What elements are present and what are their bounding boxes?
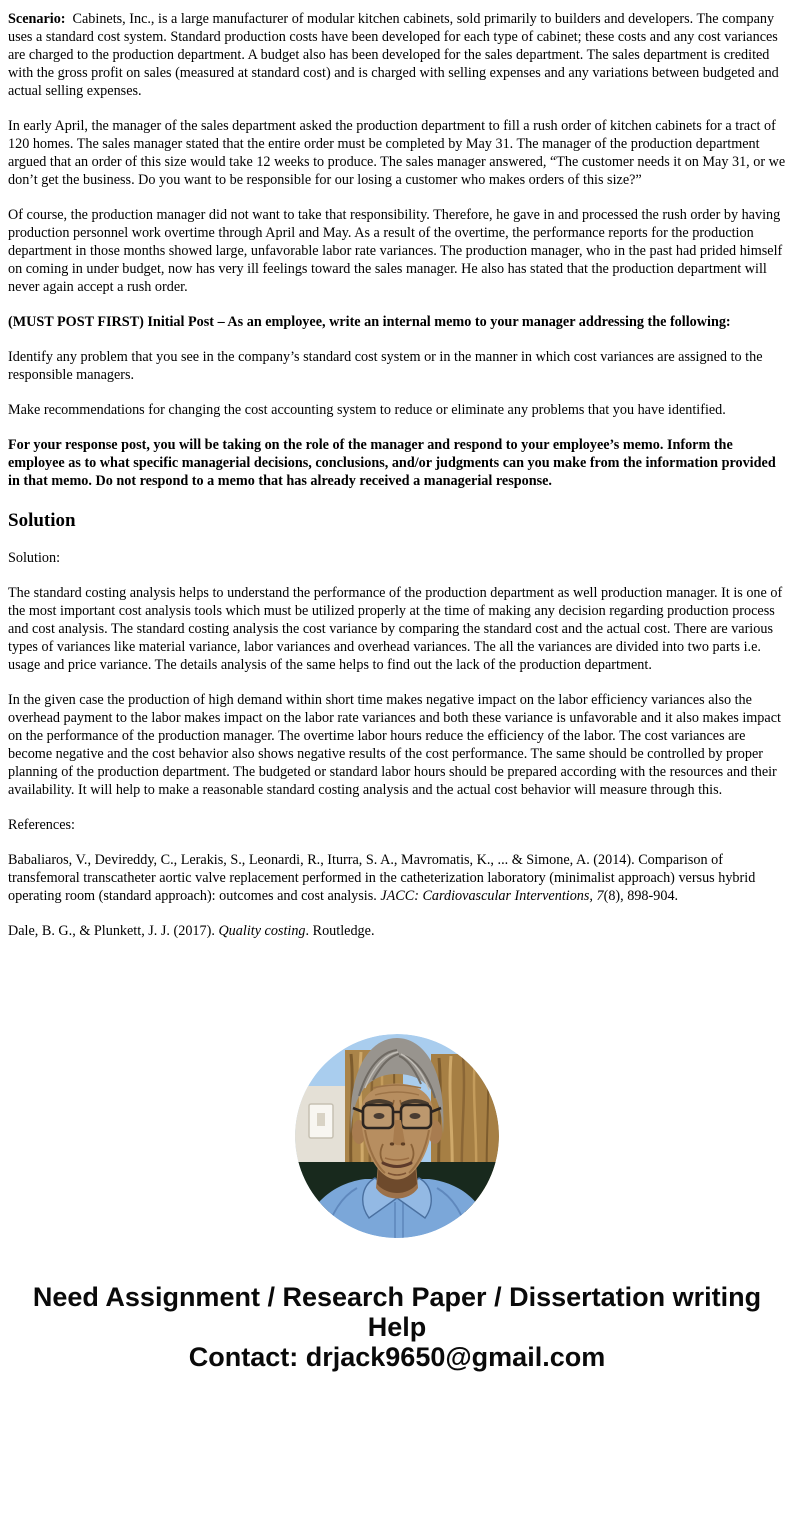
rush-order-paragraph: In early April, the manager of the sales department asked the production department to fill a rush order of kitchen cabinets for a tract of 120 homes. The sales manager stated that the entire order must be completed by May 31. The manager of the production department argued that an order of this size would take 12 weeks to produce. The sales manager answered, “The customer needs it on May 31, or we don’t get the business. Do you want to be responsible for our losing a customer who makes orders of this size?” bbox=[8, 118, 786, 188]
initial-post-prompt: (MUST POST FIRST) Initial Post – As an employee, write an internal memo to your manager addressing the following: bbox=[8, 314, 731, 330]
portrait-photo bbox=[295, 1034, 499, 1238]
identify-problem-prompt: Identify any problem that you see in the company’s standard cost system or in the manner in which cost variances are assigned to the responsible managers. bbox=[8, 349, 763, 383]
reference-2-publisher: . Routledge. bbox=[305, 923, 375, 939]
solution-label: Solution: bbox=[8, 550, 61, 566]
footer-banner bbox=[8, 1282, 786, 1372]
reference-1-pages: (8), 898-904. bbox=[603, 888, 679, 904]
reference-1-text: Babaliaros, V., Devireddy, C., Lerakis, S., Leonardi, R., Iturra, S. A., Mavromatis, K., ... & Simone, A. (2014). Comparison of transfemoral transcatheter aortic valve replacement performed in the catheterization laboratory (minimalist approach) versus hybrid operating room (standard approach): outcomes and cost analysis. bbox=[8, 852, 756, 904]
reference-2-title: Quality costing bbox=[218, 923, 306, 939]
solution-paragraph-1: The standard costing analysis helps to understand the performance of the production department as well production manager. It is one of the most important cost analysis tools which must be utilized properly at the time of making any decision regarding production process and cost analysis. The standard costing analysis the cost variance by comparing the standard cost and the actual cost. There are various types of variances like material variance, labor variances and overhead variances. The all the variances are divided into two parts i.e. usage and price variance. The details analysis of the same helps to find out the lack of the production department. bbox=[8, 585, 783, 673]
production-manager-paragraph: Of course, the production manager did not want to take that responsibility. Therefore, he gave in and processed the rush order by having production personnel work overtime through April and May. As a result of the overtime, the performance reports for the production department in those months showed large, unfavorable labor rate variances. The production manager, who in the past had prided himself on coming in under budget, now has very ill feelings toward the sales manager. He also has stated that the production department will never again accept a rush order. bbox=[8, 207, 783, 295]
recommendations-prompt: Make recommendations for changing the cost accounting system to reduce or eliminate any problems that you have identified. bbox=[8, 402, 726, 418]
response-post-prompt: For your response post, you will be taking on the role of the manager and respond to your employee’s memo. Inform the employee as to what specific managerial decisions, conclusions, and/or judgments can you make from the information provided in that memo. Do not respond to a memo that has already received a managerial response. bbox=[8, 437, 776, 489]
references-label: References: bbox=[8, 817, 75, 833]
scenario-label: Scenario: bbox=[8, 11, 66, 27]
reference-2-text: Dale, B. G., & Plunkett, J. J. (2017). bbox=[8, 923, 219, 939]
scenario-text: Cabinets, Inc., is a large manufacturer of modular kitchen cabinets, sold primarily to builders and developers. The company uses a standard cost system. Standard production costs have been developed for each type of cabinet; these costs and any cost variances are charged to the production department. A budget also has been developed for the sales department. The sales department is credited with the gross profit on sales (measured at standard cost) and is charged with selling expenses and any variations between budgeted and actual selling expenses. bbox=[8, 11, 779, 99]
solution-heading: Solution bbox=[8, 510, 76, 531]
portrait-photo-container bbox=[8, 1034, 786, 1238]
portrait-illustration bbox=[295, 1034, 499, 1238]
solution-paragraph-2: In the given case the production of high demand within short time makes negative impact on the labor efficiency variances also the overhead payment to the labor makes impact on the labor rate variances and both these variance is unfavorable and it also makes impact on the performance of the production manager. The overtime labor hours reduce the efficiency of the labor. The cost variances are become negative and the cost behavior also shows negative results of the cost performance. The same should be controlled by proper planning of the production department. The budgeted or standard labor hours should be prepared according with the resources and their availability. It will help to make a reasonable standard costing analysis and the actual cost behavior will measure through this. bbox=[8, 692, 781, 798]
footer-headline: Need Assignment / Research Paper / Dissertation writing Help bbox=[32, 1282, 762, 1342]
scenario-paragraph bbox=[8, 10, 786, 100]
footer-contact-email: Contact: drjack9650@gmail.com bbox=[188, 1342, 606, 1372]
reference-entry-1 bbox=[8, 851, 786, 905]
reference-entry-2 bbox=[8, 922, 786, 940]
reference-1-journal: JACC: Cardiovascular Interventions, 7 bbox=[380, 888, 604, 904]
